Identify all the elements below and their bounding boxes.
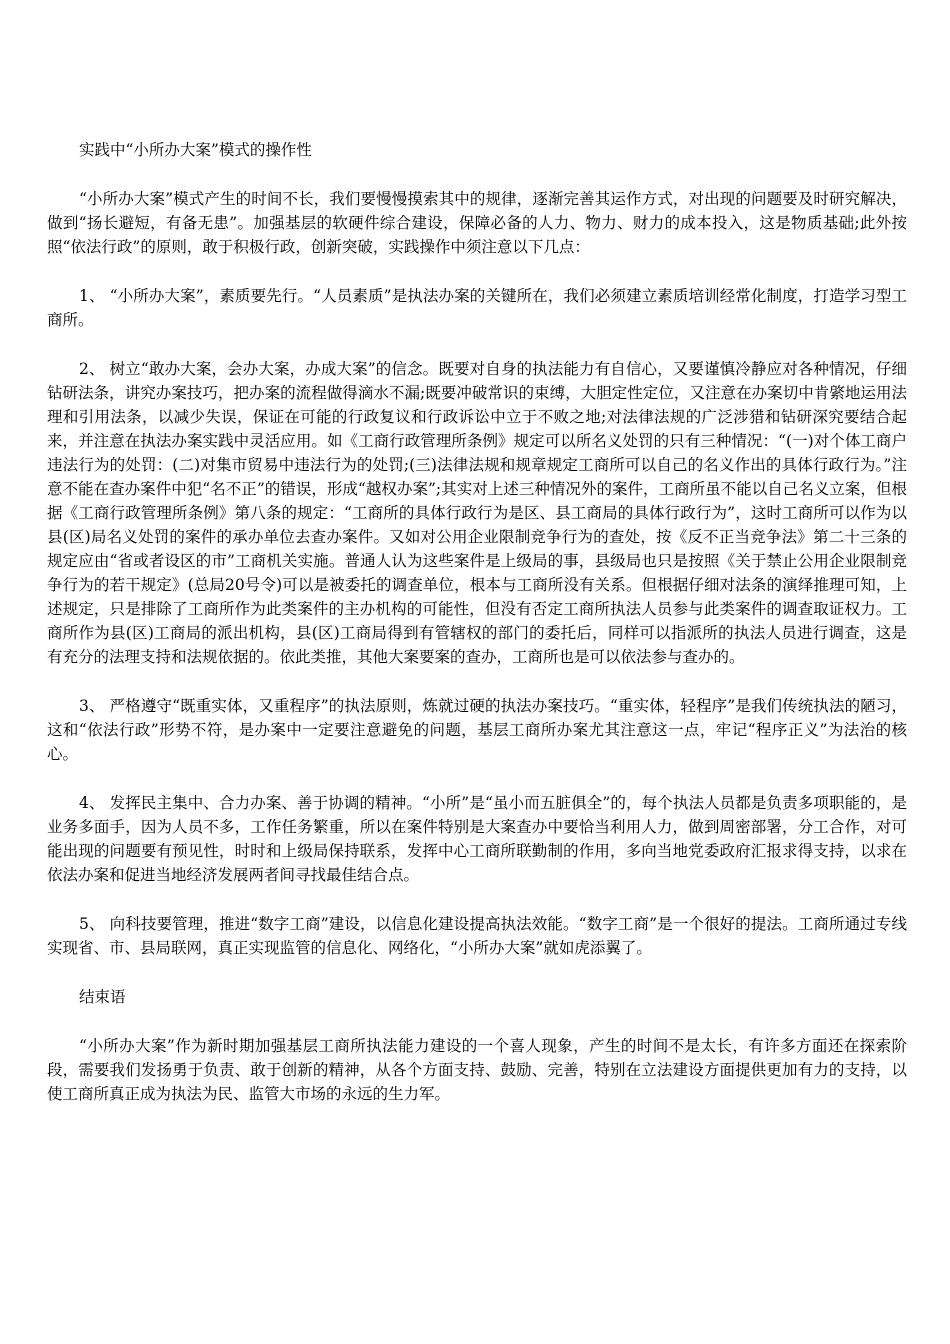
section-title: 实践中“小所办大案”模式的操作性	[79, 141, 312, 159]
document-page	[47, 138, 907, 1131]
point-1-paragraph: 1、 “小所办大案”，素质要先行。“人员素质”是执法办案的关键所在，我们必须建立素质培训经常化制度，打造学习型工商所。	[47, 287, 907, 329]
point-4-paragraph: 4、 发挥民主集中、合力办案、善于协调的精神。“小所”是“虽小而五脏俱全”的，每个执法人员都是负责多项职能的，是业务多面手，因为人员不多，工作任务繁重，所以在案件特别是大案查办中要恰当利用人力，做到周密部署，分工合作，对可能出现的问题要有预见性，时时和上级局保持联系，发挥中心工商所联勤制的作用，多向当地党委政府汇报求得支持，以求在依法办案和促进当地经济发展两者间寻找最佳结合点。	[47, 794, 907, 884]
intro-paragraph: “小所办大案”模式产生的时间不长，我们要慢慢摸索其中的规律，逐渐完善其运作方式，对出现的问题要及时研究解决，做到“扬长避短，有备无患”。加强基层的软硬件综合建设，保障必备的人力、物力、财力的成本投入，这是物质基础;此外按照“依法行政”的原则，敢于积极行政，创新突破，实践操作中须注意以下几点：	[47, 190, 907, 256]
conclusion-title: 结束语	[79, 988, 126, 1006]
conclusion-paragraph: “小所办大案”作为新时期加强基层工商所执法能力建设的一个喜人现象，产生的时间不是太长，有许多方面还在探索阶段，需要我们发扬勇于负责、敢于创新的精神，从各个方面支持、鼓励、完善，特别在立法建设方面提供更加有力的支持，以使工商所真正成为执法为民、监管大市场的永远的生力军。	[47, 1037, 907, 1103]
point-2-paragraph: 2、 树立“敢办大案，会办大案，办成大案”的信念。既要对自身的执法能力有自信心，又要谨慎冷静应对各种情况，仔细钻研法条，讲究办案技巧，把办案的流程做得滴水不漏;既要冲破常识的束缚，大胆定性定位，又注意在办案切中肯綮地运用法理和引用法条，以减少失误，保证在可能的行政复议和行政诉讼中立于不败之地;对法律法规的广泛涉猎和钻研深究要结合起来，并注意在执法办案实践中灵活应用。如《工商行政管理所条例》规定可以所名义处罚的只有三种情况：“(一)对个体工商户违法行为的处罚：(二)对集市贸易中违法行为的处罚;(三)法律法规和规章规定工商所可以自己的名义作出的具体行政行为。”注意不能在查办案件中犯“名不正”的错误，形成“越权办案”;其实对上述三种情况外的案件，工商所虽不能以自己名义立案，但根据《工商行政管理所条例》第八条的规定：“工商所的具体行政行为是区、县工商局的具体行政行为”，这时工商所可以作为以县(区)局名义处罚的案件的承办单位去查办案件。又如对公用企业限制竞争行为的查处，按《反不正当竞争法》第二十三条的规定应由“省或者设区的市”工商机关实施。普通人认为这些案件是上级局的事，县级局也只是按照《关于禁止公用企业限制竞争行为的若干规定》(总局20号令)可以是被委托的调查单位，根本与工商所没有关系。但根据仔细对法条的演绎推理可知，上述规定，只是排除了工商所作为此类案件的主办机构的可能性，但没有否定工商所执法人员参与此类案件的调查取证权力。工商所作为县(区)工商局的派出机构，县(区)工商局得到有管辖权的部门的委托后，同样可以指派所的执法人员进行调查，这是有充分的法理支持和法规依据的。依此类推，其他大案要案的查办，工商所也是可以依法参与查办的。	[47, 360, 907, 666]
point-3-paragraph: 3、 严格遵守“既重实体，又重程序”的执法原则，炼就过硬的执法办案技巧。“重实体，轻程序”是我们传统执法的陋习，这和“依法行政”形势不符，是办案中一定要注意避免的问题，基层工商所办案尤其注意这一点，牢记“程序正义”为法治的核心。	[47, 697, 907, 763]
point-5-paragraph: 5、 向科技要管理，推进“数字工商”建设，以信息化建设提高执法效能。“数字工商”是一个很好的提法。工商所通过专线实现省、市、县局联网，真正实现监管的信息化、网络化，“小所办大案”就如虎添翼了。	[47, 915, 907, 957]
